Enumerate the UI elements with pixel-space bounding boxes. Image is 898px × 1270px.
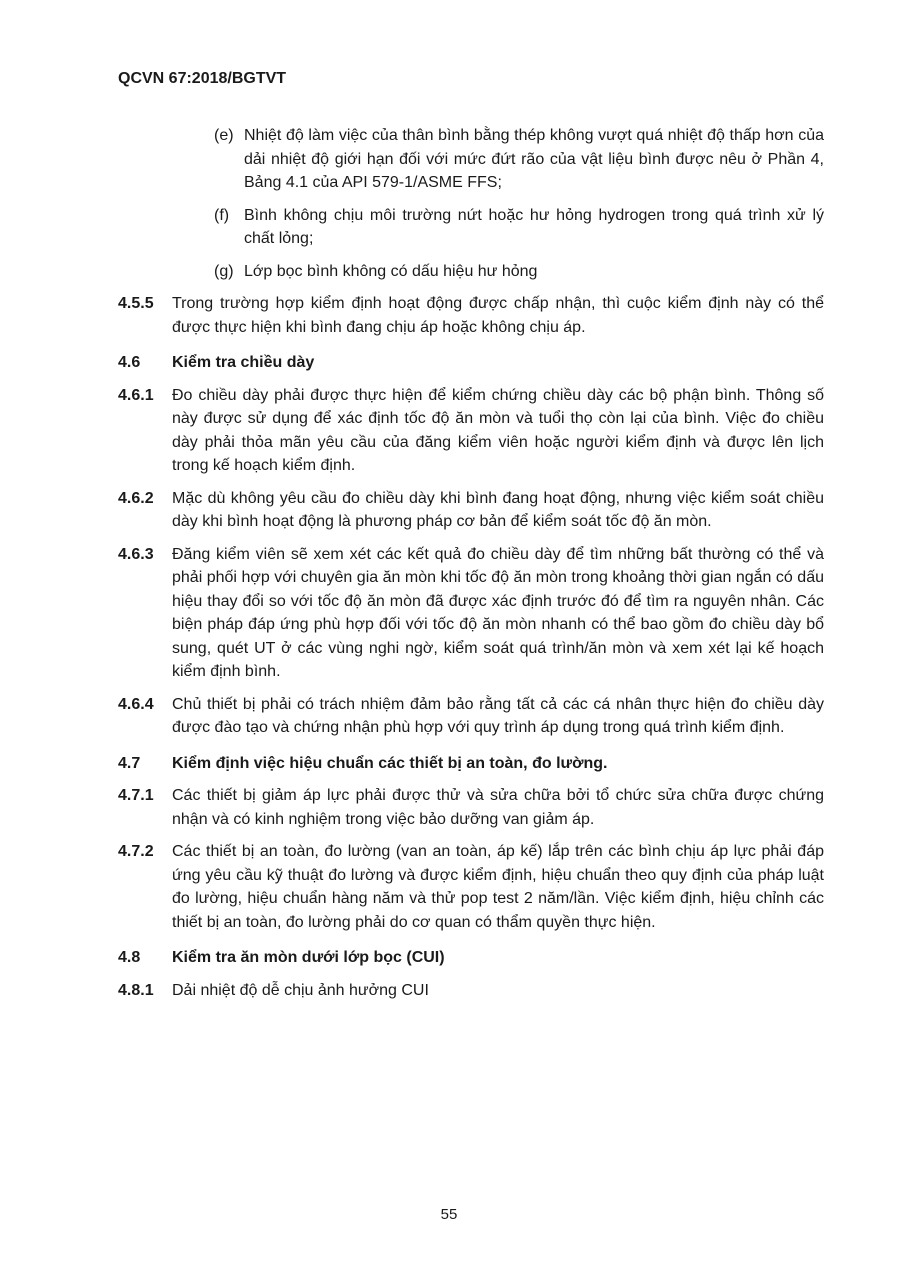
sub-item-e [214,124,824,195]
clause-number: 4.5.5 [118,295,154,312]
sub-item-label: (f) [214,206,230,224]
sub-item-label: (e) [214,127,234,144]
sub-item-text: Bình không chịu môi trường nứt hoặc hư hỏng hydrogen trong quá trình xử lý chất lỏng; [244,206,824,247]
sub-item-text: Lớp bọc bình không có dấu hiệu hư hỏng [244,262,538,280]
clause-number: 4.6.1 [118,386,154,404]
clause-4-5-5 [118,292,824,339]
sub-item-f [214,204,824,251]
clause-text: Dải nhiệt độ dễ chịu ảnh hưởng CUI [172,981,429,999]
clause-4-6-3 [118,543,824,684]
clause-text: Đăng kiểm viên sẽ xem xét các kết quả đo chiều dày để tìm những bất thường có thể và phải phối hợp với chuyên gia ăn mòn khi tốc độ ăn mòn trong khoảng thời gian ngắn có dấu hiệu thay đổi so với tốc độ ăn mòn đã được xác định trước đó để tìm ra nguyên nhân. Các biện pháp đáp ứng phù hợp đối với tốc độ ăn mòn nhanh có thể bao gồm đo chiều dày bổ sung, quét UT ở các vùng nghi ngờ, kiểm soát quá trình/ăn mòn và xem xét lại kế hoạch kiểm định bình. [172,545,824,680]
clause-number: 4.6.4 [118,695,154,713]
clause-text: Trong trường hợp kiểm định hoạt động được chấp nhận, thì cuộc kiểm định này có thể được thực hiện khi bình đang chịu áp hoặc không chịu áp. [172,295,824,336]
section-4-6-heading [118,351,824,375]
section-4-7-heading [118,752,824,776]
section-title: Kiểm tra chiều dày [172,354,315,371]
section-number: 4.7 [118,754,141,772]
clause-number: 4.6.2 [118,489,154,507]
document-code-header: QCVN 67:2018/BGTVT [118,70,287,87]
clause-text: Đo chiều dày phải được thực hiện để kiểm chứng chiều dày các bộ phận bình. Thông số này được sử dụng để xác định tốc độ ăn mòn và tuổi thọ còn lại của bình. Việc đo chiều dày phải thỏa mãn yêu cầu của đăng kiểm viên hoặc người kiểm định và được lên lịch trong kế hoạch kiểm định. [172,386,824,474]
clause-number: 4.6.3 [118,545,154,563]
clause-number: 4.7.1 [118,787,154,804]
clause-text: Các thiết bị giảm áp lực phải được thử và sửa chữa bởi tổ chức sửa chữa được chứng nhận và có kinh nghiệm trong việc bảo dưỡng van giảm áp. [172,787,824,828]
page-number: 55 [440,1206,458,1223]
sub-item-g [214,260,824,284]
clause-number: 4.8.1 [118,981,154,999]
clause-4-7-1 [118,784,824,831]
clause-4-6-4 [118,693,824,740]
section-title: Kiểm định việc hiệu chuẩn các thiết bị an toàn, đo lường. [172,754,608,772]
section-4-8-heading [118,946,824,970]
document-body [118,124,824,1011]
section-title: Kiểm tra ăn mòn dưới lớp bọc (CUI) [172,949,445,966]
clause-4-7-2 [118,840,824,934]
section-number: 4.8 [118,949,141,966]
clause-text: Chủ thiết bị phải có trách nhiệm đảm bảo rằng tất cả các cá nhân thực hiện đo chiều dày được đào tạo và chứng nhận phù hợp với quy trình áp dụng trong quá trình kiểm định. [172,695,824,736]
sub-item-text: Nhiệt độ làm việc của thân bình bằng thép không vượt quá nhiệt độ thấp hơn của dải nhiệt độ giới hạn đối với mức đứt rão của vật liệu bình được nêu ở Phần 4, Bảng 4.1 của API 579-1/ASME FFS; [244,127,824,191]
section-number: 4.6 [118,354,141,371]
clause-text: Các thiết bị an toàn, đo lường (van an toàn, áp kế) lắp trên các bình chịu áp lực phải đáp ứng yêu cầu kỹ thuật đo lường và được kiểm định, hiệu chuẩn theo quy định của pháp luật đo lường, hiệu chuẩn hàng năm và thử pop test 2 năm/lần. Việc kiểm định, hiệu chỉnh các thiết bị an toàn, đo lường phải do cơ quan có thẩm quyền thực hiện. [172,843,824,931]
sub-item-label: (g) [214,262,234,280]
clause-number: 4.7.2 [118,843,154,860]
clause-4-6-1 [118,384,824,478]
clause-4-6-2 [118,487,824,534]
clause-4-8-1 [118,979,824,1003]
clause-text: Mặc dù không yêu cầu đo chiều dày khi bình đang hoạt động, nhưng việc kiểm soát chiều dày khi bình hoạt động là phương pháp cơ bản để kiểm soát tốc độ ăn mòn. [172,489,824,530]
